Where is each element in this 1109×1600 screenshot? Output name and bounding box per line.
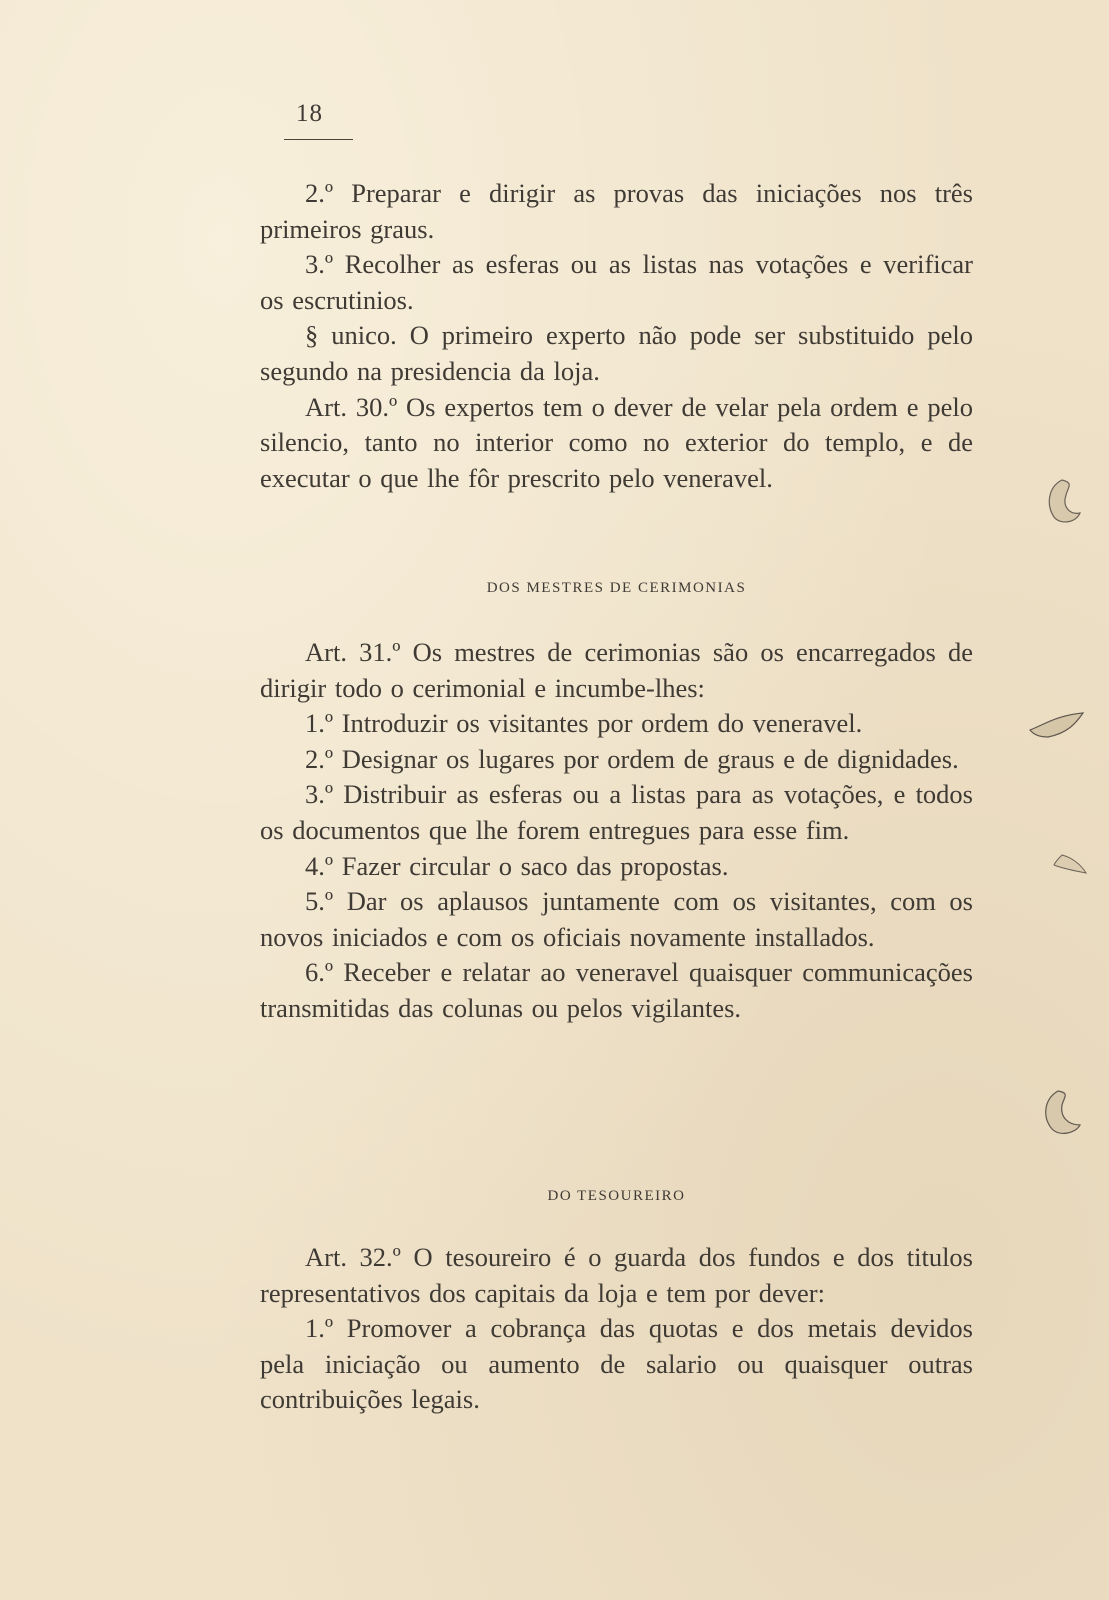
paragraph: 3.º Recolher as esferas ou as listas nas votações e verificar os escrutinios. xyxy=(260,249,973,315)
page-tear-mark xyxy=(1050,845,1090,885)
header-rule xyxy=(284,139,353,140)
paragraph: § unico. O primeiro experto não pode ser substituido pelo segundo na presidencia da loja. xyxy=(260,320,973,386)
page-tear-mark xyxy=(1030,1085,1085,1140)
paragraph: Art. 30.º Os expertos tem o dever de velar pela ordem e pelo silencio, tanto no interior como no exterior do templo, e de executar o que lhe fôr prescrito pelo veneravel. xyxy=(260,391,973,493)
paragraph: 5.º Dar os aplausos juntamente com os visitantes, com os novos iniciados e com os oficiais novamente installados. xyxy=(260,886,973,952)
paragraph: 6.º Receber e relatar ao veneravel quaisquer communicações transmitidas das colunas ou pelos vigilantes. xyxy=(260,957,973,1023)
paragraph: Art. 31.º Os mestres de cerimonias são os encarregados de dirigir todo o cerimonial e incumbe-lhes: xyxy=(260,637,973,703)
paragraph: 1.º Introduzir os visitantes por ordem do veneravel. xyxy=(305,708,863,739)
page-tear-mark xyxy=(1040,475,1085,530)
paragraph: 1.º Promover a cobrança das quotas e dos metais devidos pela iniciação ou aumento de salario ou quaisquer outras contribuições legais. xyxy=(260,1313,973,1415)
section-heading-mestres: DOS MESTRES DE CERIMONIAS xyxy=(486,580,747,596)
page-tear-mark xyxy=(1028,705,1088,745)
paragraph: 4.º Fazer circular o saco das propostas. xyxy=(305,850,729,881)
mestres-text-block xyxy=(260,635,973,1027)
paragraph: 2.º Preparar e dirigir as provas das iniciações nos três primeiros graus. xyxy=(260,178,973,244)
paragraph: 3.º Distribuir as esferas ou a listas para as votações, e todos os documentos que lhe forem entregues para esse fim. xyxy=(260,779,973,845)
intro-text-block xyxy=(260,176,973,496)
section-heading-tesoureiro: DO TESOUREIRO xyxy=(547,1188,686,1204)
page-number: 18 xyxy=(296,100,323,127)
tesoureiro-text-block xyxy=(260,1240,973,1418)
paragraph: Art. 32.º O tesoureiro é o guarda dos fundos e dos titulos representativos dos capitais da loja e tem por dever: xyxy=(260,1242,973,1308)
paragraph: 2.º Designar os lugares por ordem de graus e de dignidades. xyxy=(305,743,959,774)
